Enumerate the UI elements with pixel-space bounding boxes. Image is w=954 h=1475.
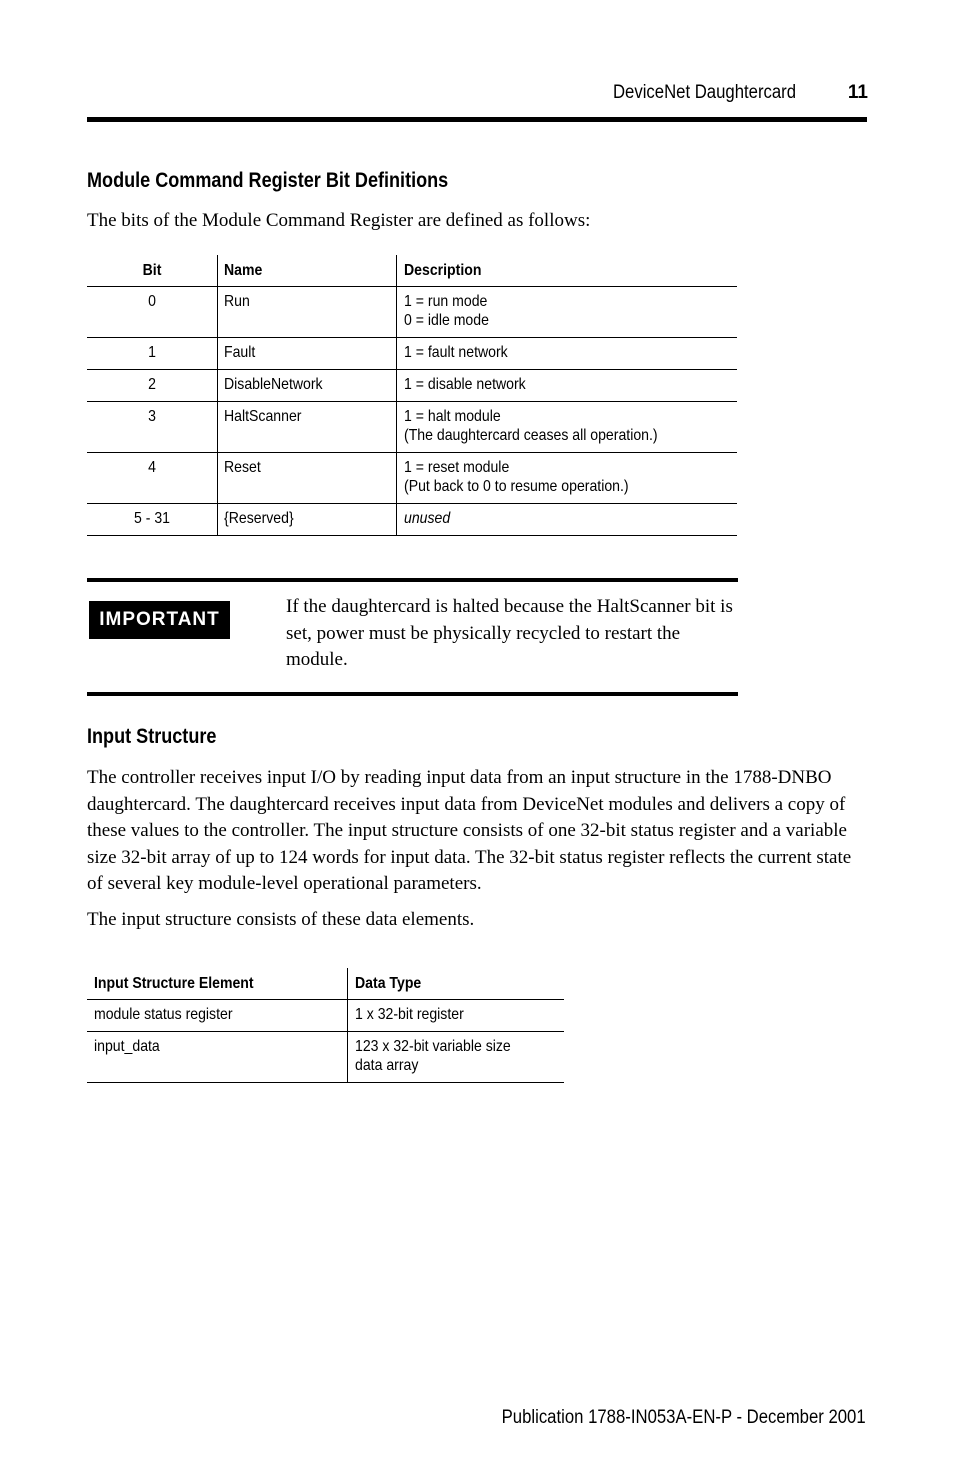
data-type-line: 123 x 32-bit variable size bbox=[355, 1038, 511, 1055]
intro-paragraph: The bits of the Module Command Register are defined as follows: bbox=[87, 210, 591, 231]
section-heading-input-structure: Input Structure bbox=[87, 725, 217, 748]
bit-cell: 3 bbox=[148, 408, 156, 425]
column-header-name: Name bbox=[224, 261, 263, 279]
section-heading-command-register: Module Command Register Bit Definitions bbox=[87, 169, 449, 192]
data-type-line: 1 x 32-bit register bbox=[355, 1006, 464, 1023]
description-line: 1 = halt module bbox=[404, 408, 501, 425]
table-header-row bbox=[87, 968, 564, 1000]
bit-cell: 2 bbox=[148, 376, 156, 393]
data-elements-paragraph: The input structure consists of these data elements. bbox=[87, 909, 475, 930]
table-row bbox=[87, 287, 737, 338]
column-header-element: Input Structure Element bbox=[94, 974, 254, 992]
bit-definitions-table bbox=[87, 255, 737, 536]
important-badge: IMPORTANT bbox=[89, 601, 230, 639]
running-header bbox=[0, 82, 868, 108]
bit-cell: 4 bbox=[148, 459, 156, 476]
publication-footer: Publication 1788-IN053A-EN-P - December 2001 bbox=[501, 1407, 866, 1428]
table-header-row bbox=[87, 255, 737, 287]
input-structure-paragraph: The controller receives input I/O by reading input data from an input structure in the 1788-DNBO daughtercard. The daughtercard receives input data from DeviceNet modules and delivers a copy of these values to the controller. The input structure consists of one 32-bit status register and a variable size 32-bit array of up to 124 words for input data. The 32-bit status register reflects the current state of several key module-level operational parameters. bbox=[87, 767, 852, 894]
name-cell: {Reserved} bbox=[224, 510, 294, 527]
table-row bbox=[87, 453, 737, 504]
important-text: If the daughtercard is halted because the HaltScanner bit is set, power must be physically recycled to restart the module. bbox=[286, 596, 733, 670]
important-top-rule bbox=[87, 578, 738, 582]
description-line: (Put back to 0 to resume operation.) bbox=[404, 478, 629, 495]
header-rule bbox=[87, 117, 867, 122]
bit-cell: 1 bbox=[148, 344, 156, 361]
table-row bbox=[87, 1000, 564, 1032]
name-cell: DisableNetwork bbox=[224, 376, 323, 393]
table-row bbox=[87, 338, 737, 370]
table-row bbox=[87, 504, 737, 536]
description-line: unused bbox=[404, 510, 451, 527]
name-cell: Reset bbox=[224, 459, 261, 476]
bit-cell: 5 - 31 bbox=[133, 510, 170, 527]
name-cell: Run bbox=[224, 293, 250, 310]
description-line: 1 = disable network bbox=[404, 376, 526, 393]
page-number: 11 bbox=[847, 82, 868, 103]
section-title: DeviceNet Daughtercard bbox=[612, 82, 796, 103]
table-row bbox=[87, 402, 737, 453]
description-line: 1 = fault network bbox=[404, 344, 508, 361]
table-row bbox=[87, 1032, 564, 1083]
table-row bbox=[87, 370, 737, 402]
name-cell: HaltScanner bbox=[224, 408, 302, 425]
description-line: (The daughtercard ceases all operation.) bbox=[404, 427, 658, 444]
column-header-data-type: Data Type bbox=[355, 974, 422, 992]
element-cell: module status register bbox=[94, 1006, 233, 1023]
data-type-line: data array bbox=[355, 1057, 419, 1074]
input-structure-table bbox=[87, 968, 564, 1083]
name-cell: Fault bbox=[224, 344, 256, 361]
description-line: 1 = reset module bbox=[404, 459, 510, 476]
bit-cell: 0 bbox=[148, 293, 156, 310]
description-line: 1 = run mode bbox=[404, 293, 488, 310]
description-line: 0 = idle mode bbox=[404, 312, 489, 329]
important-bottom-rule bbox=[87, 692, 738, 696]
column-header-description: Description bbox=[404, 261, 482, 279]
element-cell: input_data bbox=[94, 1038, 160, 1055]
column-header-bit: Bit bbox=[142, 261, 162, 279]
